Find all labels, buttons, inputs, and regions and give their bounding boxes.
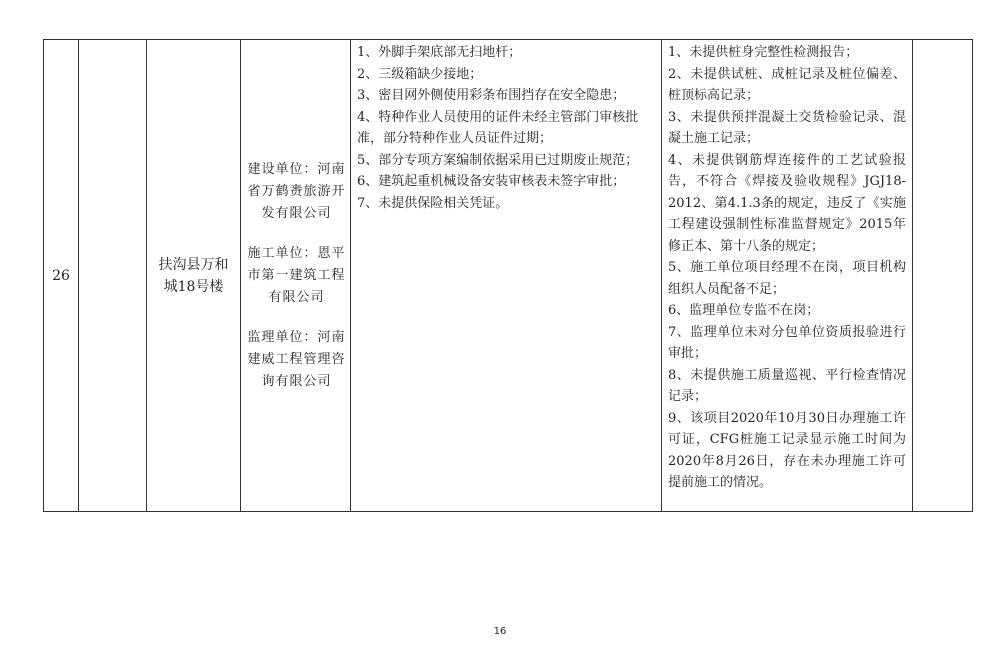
quality-issue-item: 9、该项目2020年10月30日办理施工许可证，CFG桩施工记录显示施工时间为2020年8月26日，存在未办理施工许可提前施工的情况。 [668, 410, 906, 490]
safety-issue-item: 2、三级箱缺少接地； [357, 66, 483, 82]
project-name: 扶沟县万和城18号楼 [158, 256, 229, 295]
quality-issue-item: 3、未提供预拌混凝土交货检验记录、混凝土施工记录； [668, 109, 906, 146]
quality-issue-item: 7、监理单位未对分包单位资质报验进行审批； [668, 324, 906, 361]
empty-cell-left [79, 40, 147, 511]
row-number-cell [44, 40, 79, 511]
quality-issue-item: 4、未提供钢筋焊连接件的工艺试验报告，不符合《焊接及验收规程》JGJ18-2012、第4.1.3条的规定，违反了《实施工程建设强制性标准监督规定》2015年修正本、第十八条的规定； [668, 152, 906, 254]
responsible-units-cell [241, 40, 351, 511]
quality-issues-cell [662, 40, 913, 511]
quality-issue-item: 6、监理单位专监不在岗； [668, 303, 820, 318]
safety-issue-item: 7、未提供保险相关凭证。 [357, 195, 509, 211]
row-number: 26 [52, 267, 70, 284]
safety-issue-item: 3、密目网外侧使用彩条布围挡存在安全隐患； [357, 88, 626, 103]
quality-issue-item: 8、未提供施工质量巡视、平行检查情况记录； [668, 367, 906, 404]
safety-issue-item: 6、建筑起重机械设备安装审核表未签字审批； [357, 174, 626, 189]
safety-issue-item: 5、部分专项方案编制依据采用已过期废止规范； [357, 152, 639, 168]
safety-issue-item: 4、特种作业人员使用的证件未经主管部门审核批准，部分特种作业人员证件过期； [357, 109, 639, 146]
safety-issues-cell [351, 40, 662, 511]
inspection-table [43, 39, 973, 512]
project-name-cell [147, 40, 241, 511]
supervision-unit: 监理单位：河南建威工程管理咨询有限公司 [247, 329, 346, 389]
safety-issue-item: 1、外脚手架底部无扫地杆； [357, 45, 522, 60]
quality-issue-item: 2、未提供试桩、成桩记录及桩位偏差、桩顶标高记录； [668, 66, 906, 103]
contractor-unit: 施工单位：恩平市第一建筑工程有限公司 [247, 245, 346, 305]
construction-owner-unit: 建设单位：河南省万鹤赉旅游开发有限公司 [247, 161, 346, 221]
quality-issue-item: 1、未提供桩身完整性检测报告； [668, 45, 859, 60]
quality-issue-item: 5、施工单位项目经理不在岗，项目机构组织人员配备不足； [668, 260, 906, 297]
empty-cell-right [913, 40, 972, 511]
page-number: 16 [493, 626, 507, 637]
